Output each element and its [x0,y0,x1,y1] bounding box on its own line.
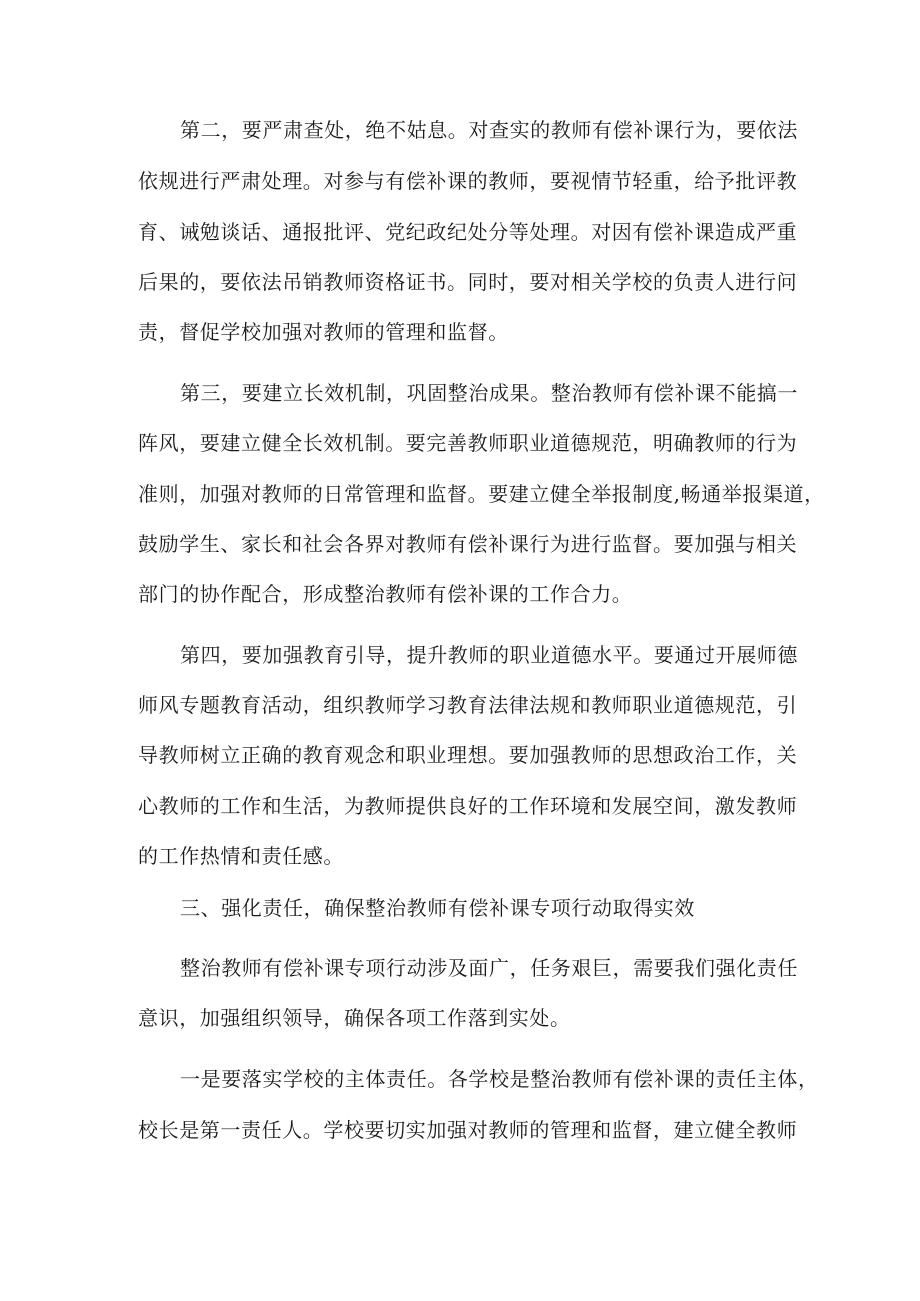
paragraph-2-line-5: 责，督促学校加强对教师的管理和监督。 [138,320,509,344]
intro-paragraph-line-1: 整治教师有偿补课专项行动涉及面广，任务艰巨，需要我们强化责任 [180,956,798,980]
paragraph-2-line-4: 后果的，要依法吊销教师资格证书。同时，要对相关学校的负责人进行问 [138,270,798,294]
first-duty-line-2: 校长是第一责任人。学校要切实加强对教师的管理和监督，建立健全教师 [138,1118,798,1142]
paragraph-4-line-4: 心教师的工作和生活，为教师提供良好的工作环境和发展空间，激发教师 [138,794,798,818]
paragraph-2-line-2: 依规进行严肃处理。对参与有偿补课的教师，要视情节轻重，给予批评教 [138,169,798,193]
paragraph-3-line-4: 鼓励学生、家长和社会各界对教师有偿补课行为进行监督。要加强与相关 [138,532,798,556]
paragraph-4-line-1: 第四，要加强教育引导，提升教师的职业道德水平。要通过开展师德 [180,643,798,667]
paragraph-4-line-5: 的工作热情和责任感。 [138,844,344,868]
paragraph-3-line-1: 第三，要建立长效机制，巩固整治成果。整治教师有偿补课不能搞一 [180,381,798,405]
paragraph-3-line-3: 准则，加强对教师的日常管理和监督。要建立健全举报制度,畅通举报渠道， [138,482,825,506]
paragraph-3-line-2: 阵风，要建立健全长效机制。要完善教师职业道德规范，明确教师的行为 [138,431,798,455]
section-heading: 三、强化责任，确保整治教师有偿补课专项行动取得实效 [180,896,695,920]
paragraph-3-line-5: 部门的协作配合，形成整治教师有偿补课的工作合力。 [138,582,633,606]
paragraph-2-line-1: 第二，要严肃查处，绝不姑息。对查实的教师有偿补课行为，要依法 [180,118,798,142]
paragraph-2-line-3: 育、诫勉谈话、通报批评、党纪政纪处分等处理。对因有偿补课造成严重 [138,220,798,244]
first-duty-line-1: 一是要落实学校的主体责任。各学校是整治教师有偿补课的责任主体， [180,1067,819,1091]
paragraph-4-line-2: 师风专题教育活动，组织教师学习教育法律法规和教师职业道德规范，引 [138,693,798,717]
intro-paragraph-line-2: 意识，加强组织领导，确保各项工作落到实处。 [138,1006,571,1030]
paragraph-4-line-3: 导教师树立正确的教育观念和职业理想。要加强教师的思想政治工作，关 [138,743,798,767]
